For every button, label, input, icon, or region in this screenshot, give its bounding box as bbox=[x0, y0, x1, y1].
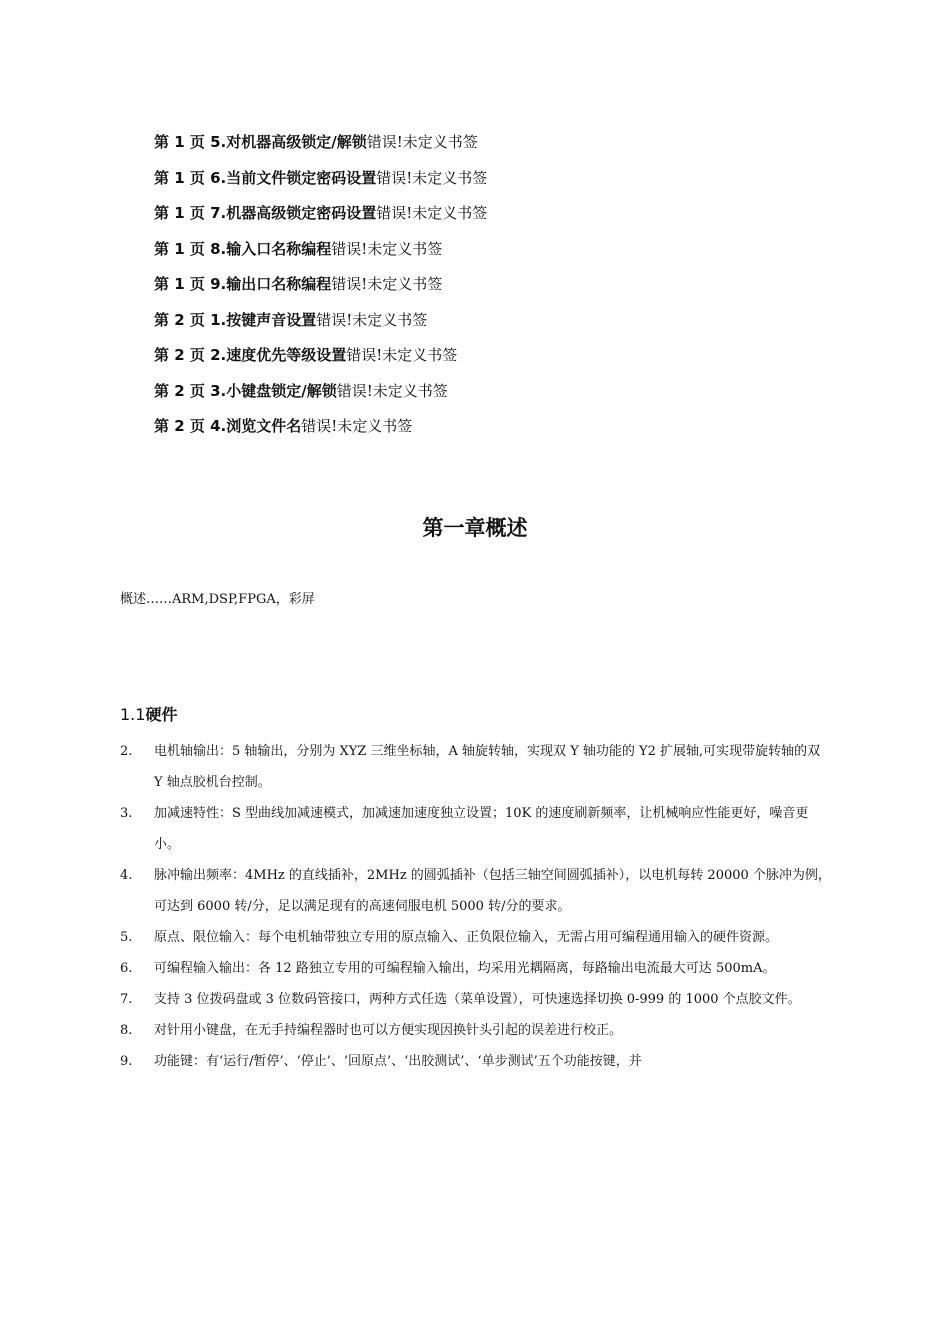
list-item-number: 5. bbox=[120, 930, 133, 945]
list-item bbox=[120, 736, 832, 798]
list-item bbox=[120, 798, 832, 860]
toc-entry-error: 错误!未定义书签 bbox=[331, 275, 443, 293]
toc-entry-title: 第 2 页 1.按键声音设置 bbox=[154, 310, 317, 329]
list-item bbox=[120, 1046, 832, 1077]
list-item-number: 7. bbox=[120, 992, 133, 1007]
list-item-number: 3. bbox=[120, 806, 133, 821]
list-item-number: 8. bbox=[120, 1023, 133, 1038]
section-title: 硬件 bbox=[145, 705, 178, 724]
toc-entry[interactable] bbox=[154, 166, 487, 202]
toc-entry-error: 错误!未定义书签 bbox=[346, 346, 458, 364]
toc-entry-title: 第 1 页 8.输入口名称编程 bbox=[154, 239, 332, 258]
list-item bbox=[120, 953, 832, 984]
list-item-text: 可编程输入输出：各 12 路独立专用的可编程输入输出，均采用光耦隔离，每路输出电流最大可达 500mA。 bbox=[154, 961, 776, 976]
toc-entry-title: 第 1 页 5.对机器高级锁定/解锁 bbox=[154, 133, 367, 151]
list-item bbox=[120, 922, 832, 953]
list-item-text: 支持 3 位拨码盘或 3 位数码管接口，两种方式任选（菜单设置），可快速选择切换 0-999 的 1000 个点胶文件。 bbox=[154, 992, 801, 1007]
toc-entry[interactable] bbox=[154, 343, 487, 379]
list-item bbox=[120, 1015, 832, 1046]
section-heading bbox=[120, 702, 177, 725]
toc-entry[interactable] bbox=[154, 237, 487, 273]
list-item-number: 4. bbox=[120, 868, 133, 883]
toc-entry-error: 错误!未定义书签 bbox=[316, 310, 428, 329]
toc-entry-error: 错误!未定义书签 bbox=[376, 204, 488, 222]
list-item-text: 对针用小键盘，在无手持编程器时也可以方便实现因换针头引起的误差进行校正。 bbox=[154, 1023, 623, 1038]
toc-entry[interactable] bbox=[154, 308, 487, 344]
toc-entry-title: 第 1 页 9.输出口名称编程 bbox=[154, 275, 332, 293]
toc-entry-title: 第 2 页 2.速度优先等级设置 bbox=[154, 346, 347, 364]
overview-paragraph: 概述……ARM,DSP,FPGA，彩屏 bbox=[120, 592, 315, 607]
toc-entry-title: 第 2 页 3.小键盘锁定/解锁 bbox=[154, 381, 337, 400]
list-item-number: 2. bbox=[120, 744, 133, 759]
list-item bbox=[120, 984, 832, 1015]
toc-entry-error: 错误!未定义书签 bbox=[301, 417, 413, 435]
toc-entry-error: 错误!未定义书签 bbox=[331, 239, 443, 258]
toc-entry-title: 第 1 页 6.当前文件锁定密码设置 bbox=[154, 168, 377, 187]
list-item-text: 脉冲输出频率：4MHz 的直线插补，2MHz 的圆弧插补（包括三轴空间圆弧插补），以电机每转 20000 个脉冲为例，可达到 6000 转/分，足以满足现有的高速伺服电机 5000 转/分的要求。 bbox=[154, 868, 831, 914]
list-item bbox=[120, 860, 832, 922]
toc-entry-error: 错误!未定义书签 bbox=[336, 381, 448, 400]
toc-entry[interactable] bbox=[154, 130, 487, 166]
table-of-contents bbox=[154, 130, 487, 450]
list-item-text: 加减速特性：S 型曲线加减速模式，加减速加速度独立设置；10K 的速度刷新频率，让机械响应性能更好，噪音更小。 bbox=[154, 806, 809, 852]
toc-entry-title: 第 1 页 7.机器高级锁定密码设置 bbox=[154, 204, 377, 222]
section-number: 1.1 bbox=[120, 705, 146, 724]
toc-entry-title: 第 2 页 4.浏览文件名 bbox=[154, 417, 302, 435]
toc-entry[interactable] bbox=[154, 201, 487, 237]
list-item-text: 电机轴输出：5 轴输出，分别为 XYZ 三维坐标轴，A 轴旋转轴，实现双 Y 轴功能的 Y2 扩展轴,可实现带旋转轴的双 Y 轴点胶机台控制。 bbox=[154, 744, 821, 790]
list-item-text: 原点、限位输入：每个电机轴带独立专用的原点输入、正负限位输入，无需占用可编程通用输入的硬件资源。 bbox=[154, 930, 779, 945]
toc-entry-error: 错误!未定义书签 bbox=[366, 133, 478, 151]
list-item-text: 功能键：有‘运行/暂停’、‘停止’、‘回原点’、‘出胶测试’、‘单步测试’五个功能按键，并 bbox=[154, 1054, 642, 1069]
toc-entry[interactable] bbox=[154, 379, 487, 415]
toc-entry[interactable] bbox=[154, 272, 487, 308]
list-item-number: 9. bbox=[120, 1054, 133, 1069]
toc-entry-error: 错误!未定义书签 bbox=[376, 168, 488, 187]
hardware-list bbox=[120, 736, 832, 1077]
list-item-number: 6. bbox=[120, 961, 133, 976]
toc-entry[interactable] bbox=[154, 414, 487, 450]
chapter-title: 第一章概述 bbox=[422, 516, 528, 540]
